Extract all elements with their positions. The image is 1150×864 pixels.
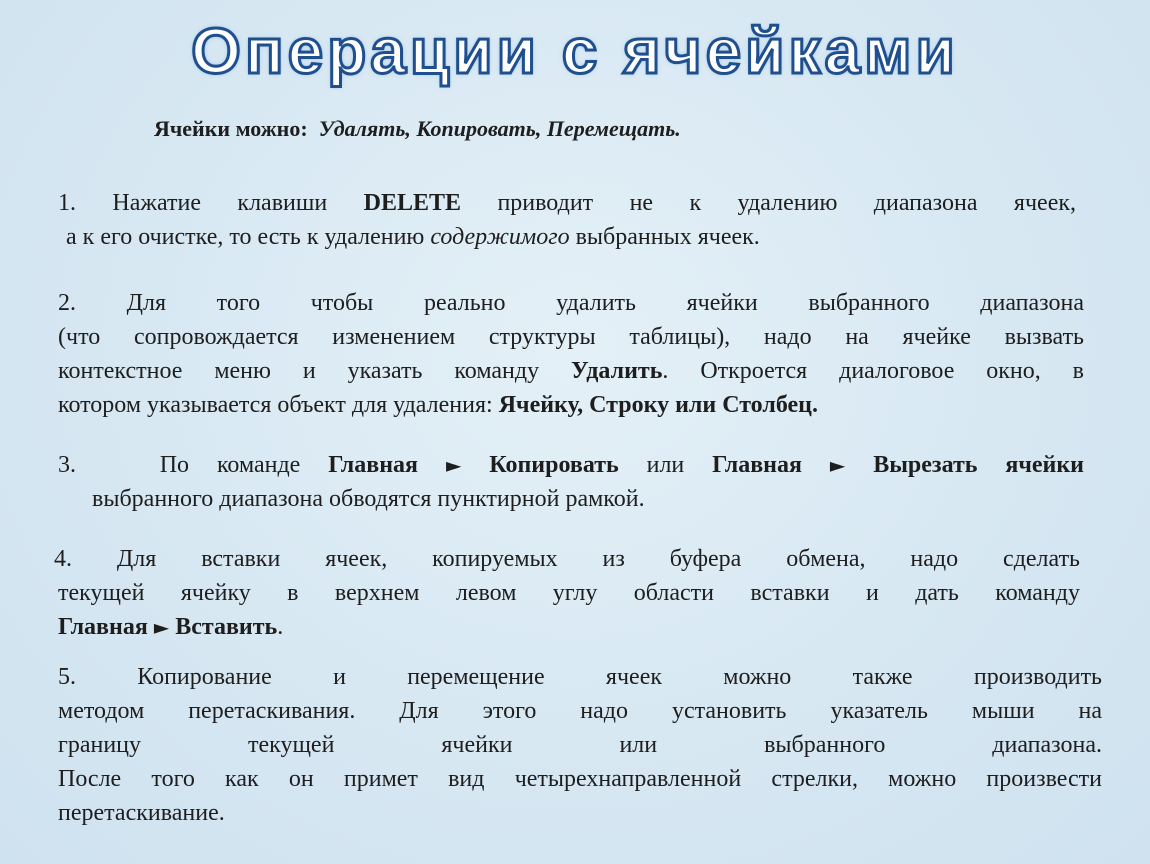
intro-operations: Удалять, Копировать, Перемещать. <box>318 116 681 141</box>
paragraph-2-line-3 <box>58 354 1084 388</box>
intro-label: Ячейки можно: <box>154 116 308 141</box>
text: или <box>646 452 685 478</box>
item-number: 1. <box>58 190 76 216</box>
paragraph-5-line-4: После того как он примет вид четырехнаправленной стрелки, можно произвести <box>58 766 1102 792</box>
text: Нажатие клавиши <box>112 190 328 216</box>
delete-key: DELETE <box>363 190 462 216</box>
home-tab: Главная <box>712 452 802 478</box>
paragraph-1-line-2 <box>58 220 1076 254</box>
text: . <box>277 614 284 640</box>
paragraph-2-line-4 <box>58 388 1084 422</box>
delete-command: Удалить <box>570 358 663 384</box>
home-tab: Главная <box>328 452 419 478</box>
text: котором указывается объект для удаления: <box>58 392 493 418</box>
paragraph-4-line-1: 4. Для вставки ячеек, копируемых из буфера обмена, надо сделать <box>54 546 1080 572</box>
paragraph-5-line-5: перетаскивание. <box>58 800 225 826</box>
cut-command: Вырезать ячейки <box>873 452 1084 478</box>
paragraph-2-line-2: (что сопровождается изменением структуры таблицы), надо на ячейке вызвать <box>58 324 1084 350</box>
item-number: 3. <box>58 452 76 478</box>
arrow-icon: ► <box>829 453 846 477</box>
paragraph-5-line-2: методом перетаскивания. Для этого надо установить указатель мыши на <box>58 698 1102 724</box>
copy-command: Копировать <box>489 452 619 478</box>
text: а к его очистке, то есть к удалению <box>66 224 425 250</box>
text: выбранных ячеек. <box>575 224 760 250</box>
paragraph-1 <box>58 186 1076 254</box>
paste-command: Вставить <box>175 614 278 640</box>
paragraph-5-line-3: границу текущей ячейки или выбранного диапазона. <box>58 732 1102 758</box>
slide-title: Операции с ячейками <box>191 15 959 87</box>
text: . Откроется диалоговое окно, в <box>662 358 1085 384</box>
paragraph-1-line-1 <box>58 186 1076 220</box>
text: приводит не к удалению диапазона ячеек, <box>497 190 1077 216</box>
delete-targets: Ячейку, Строку или Столбец. <box>498 392 818 418</box>
paragraph-2 <box>58 286 1084 422</box>
intro-line <box>154 116 681 142</box>
paragraph-4 <box>54 542 1080 644</box>
paragraph-4-line-2: текущей ячейку в верхнем левом углу области вставки и дать команду <box>58 580 1080 606</box>
text: контекстное меню и указать команду <box>58 358 540 384</box>
arrow-icon: ► <box>153 615 170 639</box>
paragraph-2-line-1: 2. Для того чтобы реально удалить ячейки выбранного диапазона <box>58 290 1084 316</box>
paragraph-4-line-3 <box>54 610 1080 644</box>
content-word: содержимого <box>430 224 570 250</box>
text: По команде <box>159 452 301 478</box>
paragraph-3-line-1 <box>58 448 1084 482</box>
paragraph-3 <box>58 448 1084 516</box>
arrow-icon: ► <box>445 453 462 477</box>
paragraph-5 <box>58 660 1102 830</box>
home-tab: Главная <box>58 614 148 640</box>
paragraph-5-line-1: 5. Копирование и перемещение ячеек можно также производить <box>58 664 1102 690</box>
paragraph-3-line-2: выбранного диапазона обводятся пунктирной рамкой. <box>92 486 645 512</box>
